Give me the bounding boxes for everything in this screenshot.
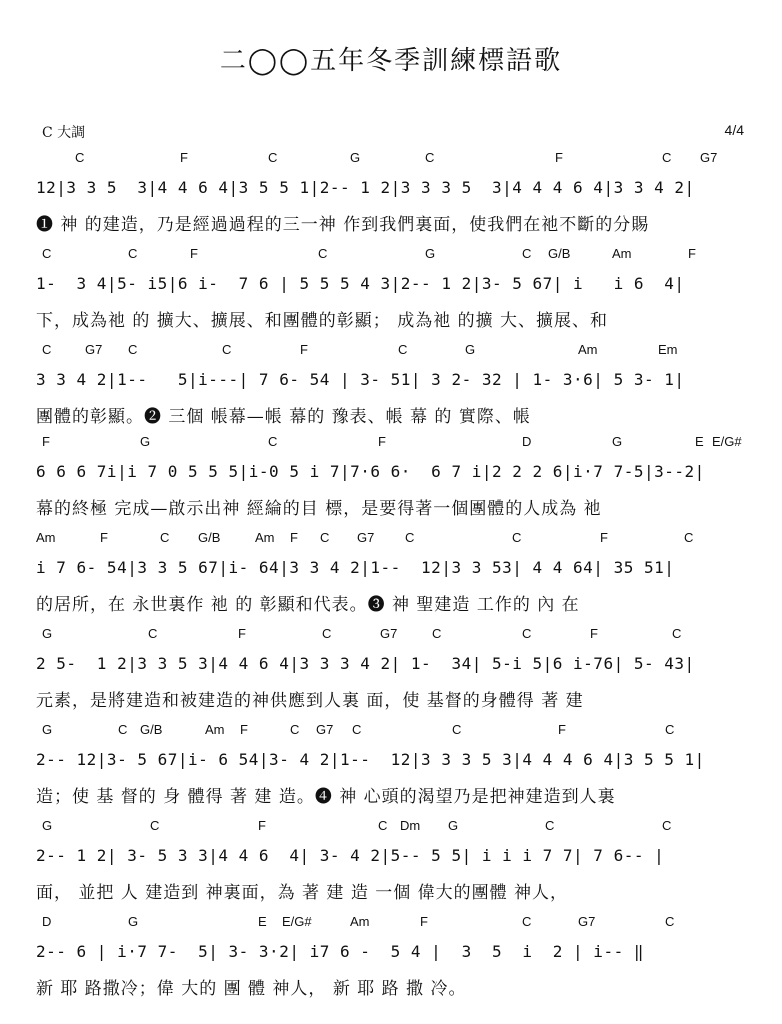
chord-symbol: F bbox=[238, 626, 246, 641]
chord-symbol: F bbox=[558, 722, 566, 737]
chord-symbol: E/G# bbox=[282, 914, 312, 929]
music-system bbox=[0, 434, 782, 528]
music-system bbox=[0, 150, 782, 244]
chord-symbol: C bbox=[150, 818, 160, 833]
lyrics-row: 面， 並把 人 建造到 神裏面，為 著 建 造 一個 偉大的團體 神人， bbox=[36, 883, 569, 903]
notation-row: 1- 3 4|5- i5|6 i- 7 6 | 5 5 5 4 3|2-- 1 2|3- 5 67| i i 6 4| bbox=[36, 274, 685, 293]
chord-symbol: G7 bbox=[380, 626, 398, 641]
notation-row: i 7 6- 54|3 3 5 67|i- 64|3 3 4 2|1-- 12|3 3 53| 4 4 64| 35 51| bbox=[36, 558, 675, 577]
time-signature: 4/4 bbox=[724, 122, 744, 138]
music-system bbox=[0, 530, 782, 624]
music-system bbox=[0, 342, 782, 436]
chord-symbol: F bbox=[600, 530, 608, 545]
chord-symbol: F bbox=[240, 722, 248, 737]
chord-symbol: C bbox=[42, 342, 52, 357]
chord-symbol: F bbox=[378, 434, 386, 449]
chord-symbol: C bbox=[522, 914, 532, 929]
music-system bbox=[0, 914, 782, 1008]
chord-symbol: Am bbox=[36, 530, 56, 545]
chord-symbol: F bbox=[290, 530, 298, 545]
lyrics-row: ❶ 神 的建造，乃是經過過程的三一神 作到我們裏面，使我們在祂不斷的分賜 bbox=[36, 215, 650, 235]
chord-symbol: F bbox=[688, 246, 696, 261]
chord-symbol: G/B bbox=[140, 722, 163, 737]
lyrics-row: 的居所，在 永世裏作 祂 的 彰顯和代表。❸ 神 聖建造 工作的 內 在 bbox=[36, 595, 580, 615]
chord-symbol: D bbox=[522, 434, 532, 449]
chord-symbol: C bbox=[318, 246, 328, 261]
chord-symbol: C bbox=[160, 530, 170, 545]
chord-symbol: G bbox=[128, 914, 139, 929]
chord-symbol: Am bbox=[612, 246, 632, 261]
notation-row: 12|3 3 5 3|4 4 6 4|3 5 5 1|2-- 1 2|3 3 3 5 3|4 4 4 6 4|3 3 4 2| bbox=[36, 178, 695, 197]
chord-symbol: C bbox=[522, 246, 532, 261]
chord-symbol: C bbox=[128, 342, 138, 357]
chord-symbol: G7 bbox=[357, 530, 375, 545]
lyrics-row: 幕的終極 完成—啟示出神 經綸的目 標，是要得著一個團體的人成為 祂 bbox=[36, 499, 602, 519]
chord-symbol: D bbox=[42, 914, 52, 929]
chord-row bbox=[0, 434, 782, 454]
chord-row bbox=[0, 150, 782, 170]
chord-symbol: F bbox=[42, 434, 50, 449]
chord-symbol: C bbox=[672, 626, 682, 641]
chord-symbol: F bbox=[555, 150, 563, 165]
chord-row bbox=[0, 914, 782, 934]
chord-symbol: C bbox=[118, 722, 128, 737]
chord-symbol: C bbox=[545, 818, 555, 833]
chord-symbol: E bbox=[695, 434, 704, 449]
chord-symbol: C bbox=[290, 722, 300, 737]
chord-symbol: G bbox=[425, 246, 436, 261]
chord-symbol: C bbox=[662, 818, 672, 833]
chord-symbol: F bbox=[180, 150, 188, 165]
notation-row: 6 6 6 7i|i 7 0 5 5 5|i-0 5 i 7|7·6 6· 6 7 i|2 2 2 6|i·7 7-5|3--2| bbox=[36, 462, 705, 481]
notation-row: 2-- 6 | i·7 7- 5| 3- 3·2| i7 6 - 5 4 | 3 5 i 2 | i-- ‖ bbox=[36, 942, 644, 961]
chord-symbol: C bbox=[378, 818, 388, 833]
chord-symbol: Dm bbox=[400, 818, 421, 833]
chord-symbol: C bbox=[512, 530, 522, 545]
lyrics-row: 造；使 基 督的 身 體得 著 建 造。❹ 神 心頭的渴望乃是把神建造到人裏 bbox=[36, 787, 616, 807]
chord-symbol: C bbox=[405, 530, 415, 545]
chord-symbol: G bbox=[42, 818, 53, 833]
chord-symbol: G7 bbox=[85, 342, 103, 357]
lyrics-row: 下，成為祂 的 擴大、擴展、和團體的彰顯； 成為祂 的擴 大、擴展、和 bbox=[36, 311, 609, 331]
chord-symbol: C bbox=[665, 722, 675, 737]
music-system bbox=[0, 722, 782, 816]
chord-symbol: Am bbox=[255, 530, 275, 545]
chord-row bbox=[0, 818, 782, 838]
chord-symbol: C bbox=[75, 150, 85, 165]
notation-row: 2-- 12|3- 5 67|i- 6 54|3- 4 2|1-- 12|3 3 3 5 3|4 4 4 6 4|3 5 5 1| bbox=[36, 750, 705, 769]
chord-symbol: C bbox=[222, 342, 232, 357]
chord-symbol: G bbox=[42, 626, 53, 641]
notation-row: 2 5- 1 2|3 3 5 3|4 4 6 4|3 3 3 4 2| 1- 34| 5-i 5|6 i-76| 5- 43| bbox=[36, 654, 695, 673]
chord-symbol: G bbox=[465, 342, 476, 357]
music-system bbox=[0, 626, 782, 720]
chord-symbol: C bbox=[665, 914, 675, 929]
chord-symbol: F bbox=[420, 914, 428, 929]
chord-symbol: C bbox=[268, 150, 278, 165]
key-signature: C 大調 bbox=[42, 125, 86, 141]
chord-symbol: Am bbox=[350, 914, 370, 929]
chord-symbol: C bbox=[352, 722, 362, 737]
music-system bbox=[0, 818, 782, 912]
chord-symbol: F bbox=[190, 246, 198, 261]
chord-symbol: E bbox=[258, 914, 267, 929]
notation-row: 2-- 1 2| 3- 5 3 3|4 4 6 4| 3- 4 2|5-- 5 5| i i i 7 7| 7 6-- | bbox=[36, 846, 665, 865]
lyrics-row: 團體的彰顯。❷ 三個 帳幕—帳 幕的 豫表、帳 幕 的 實際、帳 bbox=[36, 407, 531, 427]
lyrics-row: 元素，是將建造和被建造的神供應到人裏 面，使 基督的身體得 著 建 bbox=[36, 691, 584, 711]
chord-symbol: G bbox=[140, 434, 151, 449]
chord-row bbox=[0, 530, 782, 550]
chord-symbol: C bbox=[148, 626, 158, 641]
chord-symbol: E/G# bbox=[712, 434, 742, 449]
chord-row bbox=[0, 722, 782, 742]
notation-row: 3 3 4 2|1-- 5|i---| 7 6- 54 | 3- 51| 3 2- 32 | 1- 3·6| 5 3- 1| bbox=[36, 370, 685, 389]
chord-symbol: G7 bbox=[316, 722, 334, 737]
chord-symbol: F bbox=[258, 818, 266, 833]
chord-symbol: C bbox=[398, 342, 408, 357]
music-system bbox=[0, 246, 782, 340]
chord-symbol: C bbox=[268, 434, 278, 449]
lyrics-row: 新 耶 路撒冷；偉 大的 團 體 神人， 新 耶 路 撒 冷。 bbox=[36, 979, 467, 999]
chord-symbol: G7 bbox=[700, 150, 718, 165]
chord-symbol: G/B bbox=[548, 246, 571, 261]
page-title: 二◯◯五年冬季訓練標語歌 bbox=[219, 46, 563, 76]
chord-symbol: C bbox=[42, 246, 52, 261]
chord-symbol: C bbox=[128, 246, 138, 261]
chord-symbol: F bbox=[100, 530, 108, 545]
chord-symbol: G bbox=[612, 434, 623, 449]
chord-symbol: F bbox=[590, 626, 598, 641]
chord-symbol: C bbox=[662, 150, 672, 165]
chord-symbol: C bbox=[452, 722, 462, 737]
chord-symbol: C bbox=[425, 150, 435, 165]
chord-symbol: C bbox=[522, 626, 532, 641]
chord-row bbox=[0, 246, 782, 266]
chord-symbol: Am bbox=[205, 722, 225, 737]
chord-symbol: Am bbox=[578, 342, 598, 357]
chord-symbol: F bbox=[300, 342, 308, 357]
chord-row bbox=[0, 626, 782, 646]
chord-symbol: G bbox=[448, 818, 459, 833]
chord-symbol: C bbox=[322, 626, 332, 641]
chord-symbol: C bbox=[432, 626, 442, 641]
chord-symbol: Em bbox=[658, 342, 678, 357]
chord-symbol: G7 bbox=[578, 914, 596, 929]
chord-symbol: G/B bbox=[198, 530, 221, 545]
chord-row bbox=[0, 342, 782, 362]
chord-symbol: G bbox=[42, 722, 53, 737]
chord-symbol: C bbox=[320, 530, 330, 545]
chord-symbol: C bbox=[684, 530, 694, 545]
chord-symbol: G bbox=[350, 150, 361, 165]
